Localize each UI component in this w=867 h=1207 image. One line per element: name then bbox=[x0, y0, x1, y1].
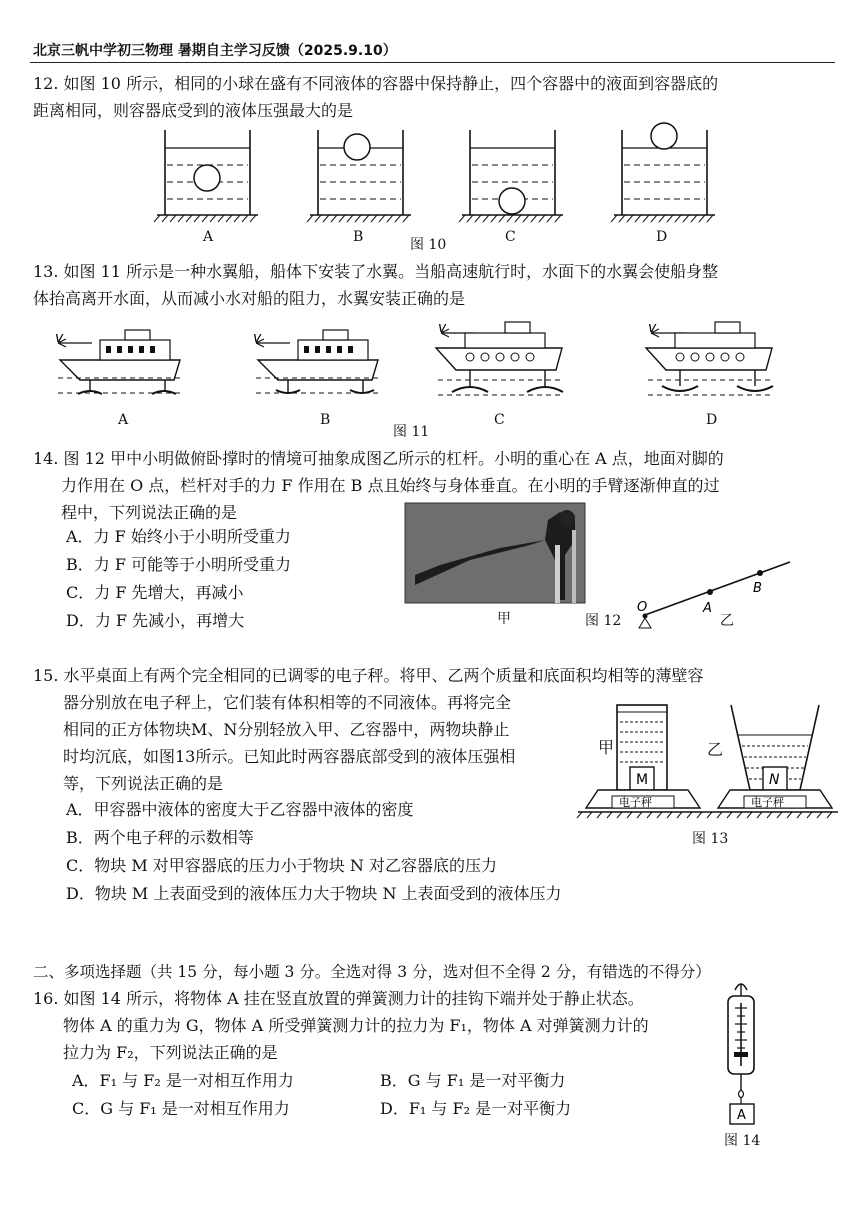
q15-option-a: A．甲容器中液体的密度大于乙容器中液体的密度 bbox=[66, 800, 414, 819]
fig11-velocity-c: v bbox=[438, 320, 447, 336]
question-13-line-1: 13. 如图 11 所示是一种水翼船，船体下安装了水翼。当船高速航行时，水面下的水翼会使船身整 bbox=[33, 262, 719, 281]
question-16-line-1: 16. 如图 14 所示，将物体 A 挂在竖直放置的弹簧测力计的挂钩下端并处于静止状态。 bbox=[33, 989, 644, 1008]
question-15-line-2: 器分别放在电子秤上，它们装有体积相等的不同液体。再将完全 bbox=[63, 693, 512, 712]
fig10-label-d: D bbox=[656, 229, 668, 245]
q16-option-b: B．G 与 F₁ 是一对平衡力 bbox=[380, 1071, 566, 1090]
fig10-caption: 图 10 bbox=[410, 237, 447, 253]
page-header: 北京三帆中学初三物理 暑期自主学习反馈（2025.9.10） bbox=[33, 43, 397, 59]
question-13-line-2: 体抬高离开水面，从而减小水对船的阻力，水翼安装正确的是 bbox=[33, 289, 466, 308]
fig11-label-b: B bbox=[320, 412, 331, 428]
fig12-caption: 图 12 bbox=[585, 613, 622, 629]
q14-option-c: C．力 F 先增大，再减小 bbox=[66, 583, 244, 602]
fig10-label-c: C bbox=[505, 229, 516, 245]
fig11-velocity-a: v bbox=[55, 330, 64, 346]
q16-option-c: C．G 与 F₁ 是一对相互作用力 bbox=[72, 1099, 290, 1118]
question-14-line-3: 程中，下列说法正确的是 bbox=[61, 503, 238, 522]
fig11-label-d: D bbox=[706, 412, 718, 428]
fig12-diagram-label: 乙 bbox=[720, 613, 734, 629]
fig13-label-jia: 甲 bbox=[598, 738, 615, 757]
question-15-line-4: 时均沉底，如图13所示。已知此时两容器底部受到的液体压强相 bbox=[63, 747, 516, 766]
fig13-block-m: M bbox=[636, 772, 649, 788]
fig10-label-a: A bbox=[203, 229, 214, 245]
q15-option-b: B．两个电子秤的示数相等 bbox=[66, 828, 254, 847]
fig14-caption: 图 14 bbox=[724, 1133, 761, 1149]
question-14-line-2: 力作用在 O 点，栏杆对手的力 F 作用在 B 点且始终与身体垂直。在小明的手臂逐渐伸直的过 bbox=[61, 476, 720, 495]
q14-option-a: A．力 F 始终小于小明所受重力 bbox=[66, 527, 291, 546]
fig13-block-n: N bbox=[769, 772, 780, 788]
fig14-spring-scale bbox=[728, 984, 754, 1124]
fig12-point-o: O bbox=[637, 600, 648, 615]
question-14-line-1: 14. 图 12 甲中小明做俯卧撑时的情境可抽象成图乙所示的杠杆。小明的重心在 A 点，地面对脚的 bbox=[33, 449, 724, 468]
fig12-point-a: A bbox=[703, 601, 712, 616]
fig13-label-yi: 乙 bbox=[707, 740, 724, 759]
question-15-line-1: 15. 水平桌面上有两个完全相同的已调零的电子秤。将甲、乙两个质量和底面积均相等的薄壁容 bbox=[33, 666, 704, 685]
fig13-caption: 图 13 bbox=[692, 831, 729, 847]
question-12-line-1: 12. 如图 10 所示，相同的小球在盛有不同液体的容器中保持静止，四个容器中的液面到容器底的 bbox=[33, 74, 719, 93]
fig11-label-a: A bbox=[118, 412, 129, 428]
fig11-velocity-d: v bbox=[648, 320, 657, 336]
fig11-label-c: C bbox=[494, 412, 505, 428]
fig12-photo-label: 甲 bbox=[497, 611, 511, 627]
question-16-line-2: 物体 A 的重力为 G，物体 A 所受弹簧测力计的拉力为 F₁，物体 A 对弹簧测力计的 bbox=[63, 1016, 649, 1035]
q14-option-b: B．力 F 可能等于小明所受重力 bbox=[66, 555, 292, 574]
fig14-object-a: A bbox=[737, 1108, 746, 1123]
fig11-velocity-b: v bbox=[253, 330, 262, 346]
question-12-line-2: 距离相同，则容器底受到的液体压强最大的是 bbox=[33, 101, 354, 120]
fig12-point-b: B bbox=[753, 581, 762, 596]
q15-option-c: C．物块 M 对甲容器底的压力小于物块 N 对乙容器底的压力 bbox=[66, 856, 497, 875]
question-15-line-5: 等，下列说法正确的是 bbox=[63, 774, 224, 793]
question-15-line-3: 相同的正方体物块M、N分别轻放入甲、乙容器中，两物块静止 bbox=[63, 720, 510, 739]
q14-option-d: D．力 F 先减小，再增大 bbox=[66, 611, 245, 630]
q16-option-a: A．F₁ 与 F₂ 是一对相互作用力 bbox=[72, 1071, 294, 1090]
question-16-line-3: 拉力为 F₂，下列说法正确的是 bbox=[63, 1043, 278, 1062]
fig13-scale-label-2: 电子秤 bbox=[751, 796, 784, 809]
section-2-heading: 二、多项选择题（共 15 分，每小题 3 分。全选对得 3 分，选对但不全得 2 分，有错选的不得分） bbox=[33, 963, 711, 981]
fig11-caption: 图 11 bbox=[393, 424, 430, 440]
fig10-label-b: B bbox=[353, 229, 364, 245]
q16-option-d: D．F₁ 与 F₂ 是一对平衡力 bbox=[380, 1099, 572, 1118]
fig13-scale-label-1: 电子秤 bbox=[619, 796, 652, 809]
q15-option-d: D．物块 M 上表面受到的液体压力大于物块 N 上表面受到的液体压力 bbox=[66, 884, 562, 903]
